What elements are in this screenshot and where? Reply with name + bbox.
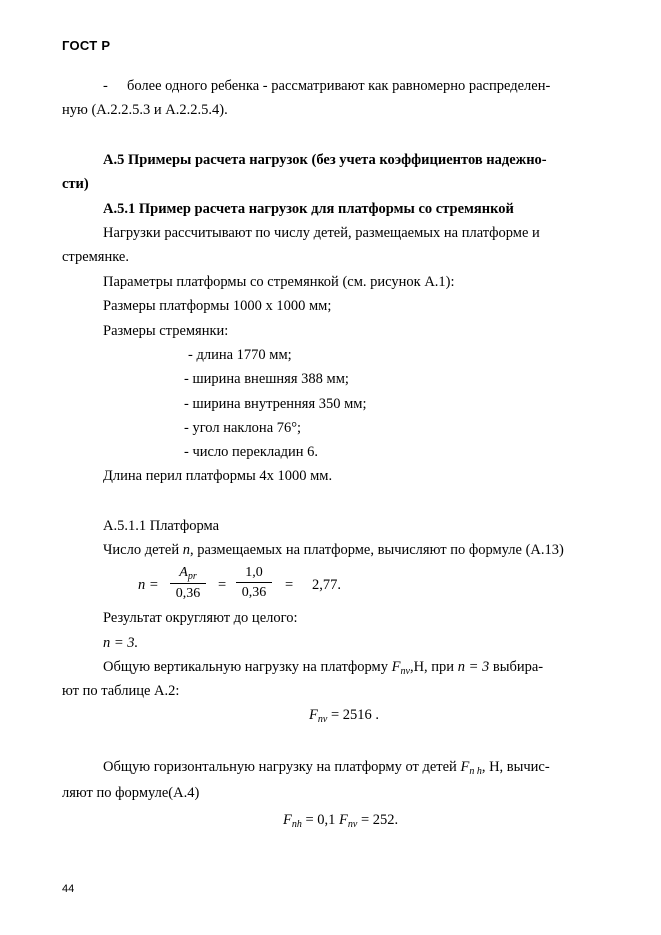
fraction-1-numerator: $A_{pr}$ (170, 565, 206, 584)
count-text-b: , размещаемых на платформе, вычисляют по формуле (А.13) (189, 542, 564, 558)
list-dash: - (103, 78, 108, 94)
count-sentence (103, 540, 564, 560)
formula-2 (309, 705, 379, 730)
vertical-load-line-2: ют по таблице А.2: (62, 683, 180, 699)
railing-length: Длина перил платформы 4х 1000 мм. (103, 468, 333, 484)
section-heading-line-2: сти) (62, 176, 89, 192)
horizontal-var: $F_{n h}$ (460, 759, 482, 777)
horizontal-load-line-1 (103, 757, 550, 782)
formula-3-mid: = 0,1 (305, 812, 336, 828)
intro-line-2: ную (А.2.2.5.3 и А.2.2.5.4). (62, 102, 228, 118)
formula-3-var: $F_{nh}$ (283, 812, 302, 830)
round-text: Результат округляют до целого: (103, 610, 298, 626)
formula-2-var: $F_{nv}$ (309, 707, 328, 725)
formula-3-rest: = 252. (360, 812, 399, 828)
vertical-text-a: Общую вертикальную нагрузку на платформу (103, 659, 388, 675)
horizontal-text-b: , Н, вычис- (481, 759, 550, 775)
formula-1-eq-2: = (285, 577, 294, 593)
subsubsection-title: А.5.1.1 Платформа (103, 518, 220, 534)
horizontal-load-line-2: ляют по формуле(А.4) (62, 785, 200, 801)
ladder-item: - ширина внешняя 388 мм; (184, 371, 349, 387)
vertical-condition: n = 3 (457, 659, 490, 675)
ladder-item: - ширина внутренняя 350 мм; (184, 396, 367, 412)
formula-3 (283, 810, 398, 835)
subsection-heading: А.5.1 Пример расчета нагрузок для платформы со стремянкой (103, 201, 514, 217)
variable-n: n (182, 542, 190, 558)
vertical-var: $F_{nv}$ (391, 659, 410, 677)
platform-size: Размеры платформы 1000 х 1000 мм; (103, 298, 332, 314)
formula-2-rest: = 2516 . (330, 707, 379, 723)
formula-1-result: 2,77. (312, 577, 341, 593)
intro-line-1: более одного ребенка - рассматривают как равномерно распределен- (127, 78, 551, 94)
params-intro: Параметры платформы со стремянкой (см. рисунок А.1): (103, 274, 455, 290)
paragraph-1-line-1: Нагрузки рассчитывают по числу детей, размещаемых на платформе и (103, 225, 540, 241)
ladder-sizes-label: Размеры стремянки: (103, 323, 229, 339)
formula-1-lhs: n = (138, 577, 159, 593)
fraction-1-denominator: 0,36 (175, 586, 201, 601)
vertical-text-c: выбира- (492, 659, 544, 675)
paragraph-1-line-2: стремянке. (62, 249, 129, 265)
count-text-a: Число детей (103, 542, 180, 558)
ladder-item: - угол наклона 76°; (184, 420, 302, 436)
formula-3-var-2: $F_{nv}$ (339, 812, 358, 830)
section-heading-line-1: А.5 Примеры расчета нагрузок (без учета коэффициентов надежно- (103, 152, 547, 168)
page-number: 44 (62, 883, 75, 895)
vertical-text-b: ,Н, при (409, 659, 455, 675)
fraction-2-numerator: 1,0 (236, 565, 272, 583)
formula-1-fraction-1 (170, 565, 206, 602)
vertical-load-line-1 (103, 657, 543, 682)
formula-1-eq-1: = (218, 577, 227, 593)
running-header: ГОСТ Р (62, 38, 111, 53)
ladder-item: - длина 1770 мм; (188, 347, 292, 363)
horizontal-text-a: Общую горизонтальную нагрузку на платформу от детей (103, 759, 457, 775)
formula-1-fraction-2 (236, 565, 272, 601)
round-result: n = 3. (103, 635, 139, 651)
ladder-item: - число перекладин 6. (184, 444, 319, 460)
fraction-2-denominator: 0,36 (241, 585, 267, 600)
